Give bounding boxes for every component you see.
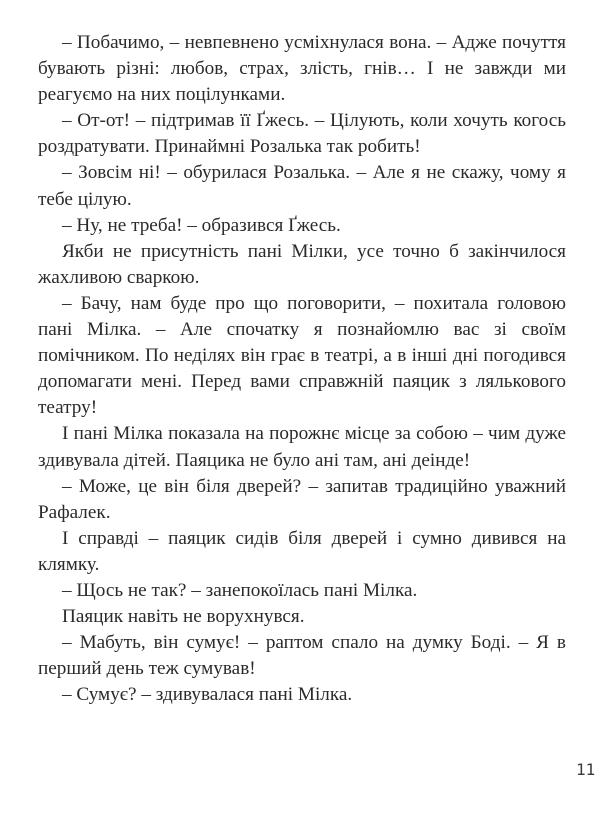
paragraph: Якби не присутність пані Мілки, усе точно б закінчилося жахливою сваркою. xyxy=(38,240,566,288)
paragraph: – Ну, не треба! – образився Ґжесь. xyxy=(62,214,341,236)
paragraph: – Сумує? – здивувалася пані Мілка. xyxy=(62,684,353,706)
paragraph: – Мабуть, він сумує! – раптом спало на думку Боді. – Я в перший день теж сумував! xyxy=(38,632,566,680)
paragraph: – Щось не так? – занепокоїлась пані Мілка. xyxy=(62,579,418,601)
paragraph: Паяцик навіть не ворухнувся. xyxy=(62,606,305,628)
page-number: 11 xyxy=(576,760,596,779)
paragraph: – Може, це він біля дверей? – запитав традиційно уважний Рафалек. xyxy=(38,475,566,523)
paragraph: – От-от! – підтримав її Ґжесь. – Цілують, коли хочуть когось роздратувати. Принаймні Розалька так робить! xyxy=(38,110,566,158)
paragraph: – Зовсім ні! – обурилася Розалька. – Але я не скажу, чому я тебе цілую. xyxy=(38,162,566,210)
paragraph: – Бачу, нам буде про що поговорити, – похитала головою пані Мілка. – Але спочатку я познайомлю вас зі своїм помічником. По неділях він грає в театрі, а в інші дні погодився допомагати мені. Перед вами справжній паяцик з лялькового театру! xyxy=(38,292,566,419)
paragraph: І справді – паяцик сидів біля дверей і сумно дивився на клямку. xyxy=(38,527,566,575)
paragraph: – Побачимо, – невпевнено усміхнулася вона. – Адже почуття бувають різні: любов, страх, злість, гнів… І не завжди ми реагуємо на них поцілунками. xyxy=(38,32,566,106)
paragraph: І пані Мілка показала на порожнє місце за собою – чим дуже здивувала дітей. Паяцика не було ані там, ані деінде! xyxy=(38,423,566,471)
page-body-text xyxy=(38,30,566,708)
